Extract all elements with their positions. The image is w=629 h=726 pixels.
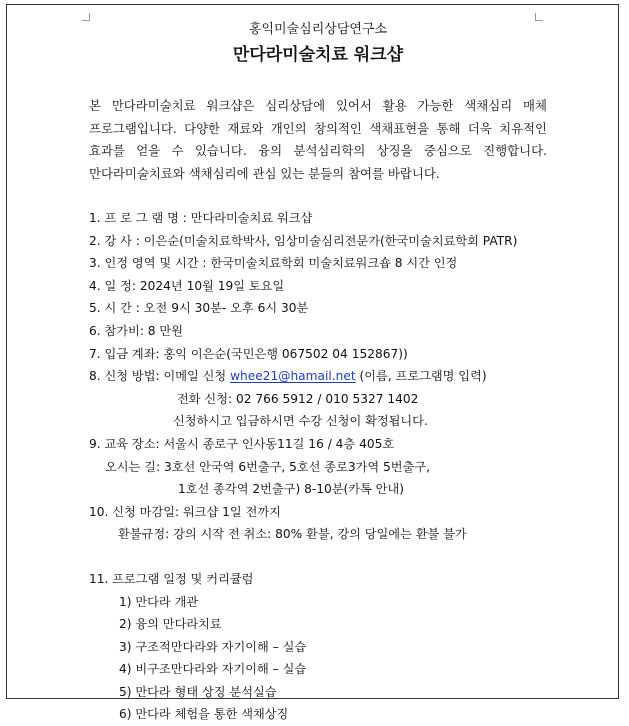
apply-method-note: (이름, 프로그램명 입력): [356, 369, 487, 383]
place-line: 9. 교육 장소: 서울시 종로구 인사동11길 16 / 4층 405호: [89, 433, 547, 456]
program-name-line: 1. 프 로 그 램 명 : 만다라미술치료 워크샵: [89, 207, 547, 230]
curriculum-heading: 11. 프로그램 일정 및 커리큘럼: [89, 568, 547, 591]
certification-line: 3. 인정 영역 및 시간 : 한국미술치료학회 미술치료워크숍 8 시간 인정: [89, 252, 547, 275]
directions-line-continued: 1호선 종각역 2번출구) 8-10분(카톡 안내): [89, 478, 547, 501]
curriculum-item: 4) 비구조만다라와 자기이해 – 실습: [89, 658, 547, 681]
organization-name: 홍익미술심리상담연구소: [89, 21, 547, 39]
curriculum-item: 6) 만다라 체험을 통한 색채상징: [89, 703, 547, 726]
document-title: 만다라미술치료 워크샵: [89, 43, 547, 67]
date-line: 4. 일 정: 2024년 10월 19일 토요일: [89, 275, 547, 298]
apply-method-label: 8. 신청 방법: 이메일 신청: [89, 369, 230, 383]
fee-line: 6. 참가비: 8 만원: [89, 320, 547, 343]
curriculum-item: 2) 융의 만다라치료: [89, 613, 547, 636]
apply-method-line: [89, 365, 547, 388]
deadline-line: 10. 신청 마감일: 워크샵 1일 전까지: [89, 501, 547, 524]
curriculum-item: 3) 구조적만다라와 자기이해 – 실습: [89, 636, 547, 659]
document-page: [6, 4, 619, 699]
curriculum-item: 5) 만다라 형태 상징 분석실습: [89, 681, 547, 704]
confirm-line: 신청하시고 입금하시면 수강 신청이 확정됩니다.: [89, 410, 547, 433]
refund-policy-line: 환불규정: 강의 시작 전 취소: 80% 환불, 강의 당일에는 환불 불가: [89, 523, 547, 546]
account-line: 7. 입금 계좌: 홍익 이은순(국민은행 067502 04 152867)): [89, 343, 547, 366]
directions-line: 오시는 길: 3호선 안국역 6번출구, 5호선 종로3가역 5번출구,: [89, 456, 547, 479]
instructor-line: 2. 강 사 : 이은순(미술치료학박사, 임상미술심리전문가(한국미술치료학회 PATR): [89, 230, 547, 253]
time-line: 5. 시 간 : 오전 9시 30분- 오후 6시 30분: [89, 297, 547, 320]
document-body: [89, 19, 547, 726]
intro-paragraph: 본 만다라미술치료 워크샵은 심리상담에 있어서 활용 가능한 색채심리 매체 프로그램입니다. 다양한 재료와 개인의 창의적인 색채표현을 통해 더욱 치유적인 효과를 얻을 수 있습니다. 융의 분석심리학의 상징을 중심으로 진행합니다. 만다라미술치료와 색채심리에 관심 있는 분들의 참여를 바랍니다.: [89, 95, 547, 185]
email-link[interactable]: whee21@hamail.net: [230, 369, 356, 383]
spacer: [89, 546, 547, 568]
curriculum-item: 1) 만다라 개관: [89, 591, 547, 614]
phone-line: 전화 신청: 02 766 5912 / 010 5327 1402: [89, 388, 547, 411]
